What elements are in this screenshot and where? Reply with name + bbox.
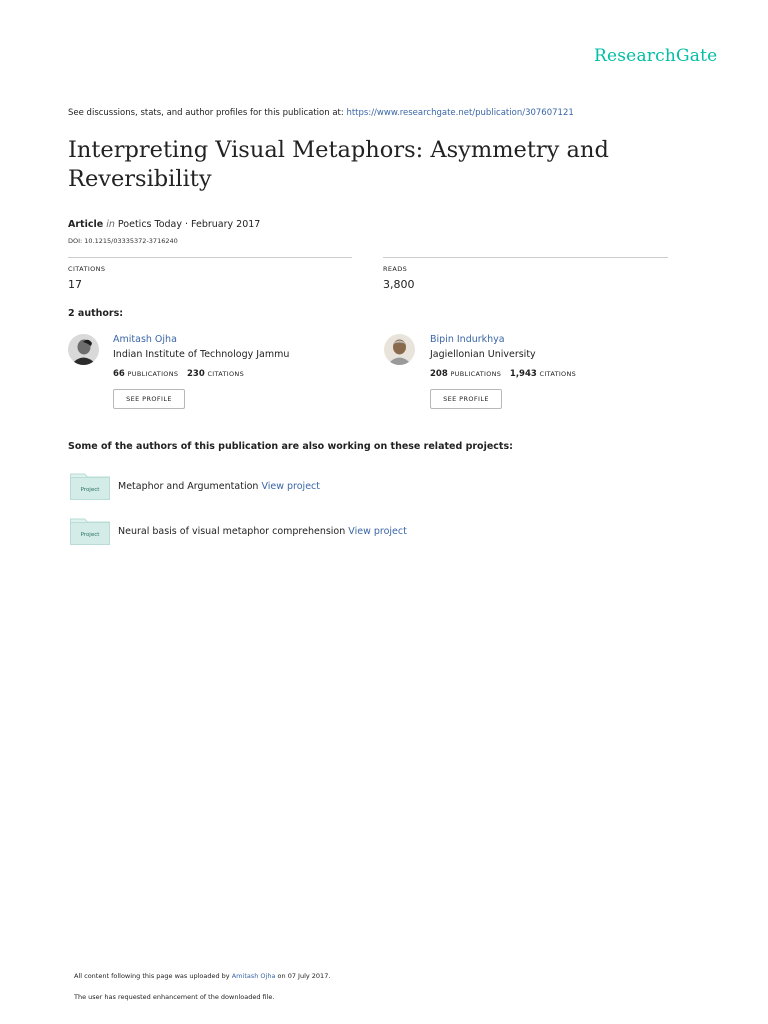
publication-venue[interactable]: Poetics Today · February 2017 [117, 219, 261, 230]
authors-heading: 2 authors: [68, 308, 124, 319]
author-institution-link[interactable]: Indian Institute of Technology Jammu [113, 349, 290, 360]
discussion-prefix: See discussions, stats, and author profiles for this publication at: [68, 108, 344, 118]
publications-count: 66 [113, 369, 125, 379]
reads-count: 3,800 [383, 278, 415, 291]
publications-label: PUBLICATIONS [127, 370, 179, 378]
author-citations-label: CITATIONS [207, 370, 245, 378]
author-name-link[interactable]: Bipin Indurkhya [430, 334, 505, 345]
view-project-link[interactable]: View project [261, 481, 320, 492]
author-citations-count: 1,943 [509, 369, 537, 379]
see-profile-button[interactable]: SEE PROFILE [430, 389, 502, 409]
in-label: in [106, 219, 115, 230]
author-citations-label: CITATIONS [539, 370, 577, 378]
enhancement-note: The user has requested enhancement of the downloaded file. [74, 993, 275, 1001]
publications-label: PUBLICATIONS [450, 370, 502, 378]
see-profile-button[interactable]: SEE PROFILE [113, 389, 185, 409]
upload-note [74, 972, 330, 980]
publication-title: Interpreting Visual Metaphors: Asymmetry and Reversibility [68, 137, 609, 192]
citations-count: 17 [68, 278, 82, 291]
project-folder-icon[interactable] [70, 472, 110, 500]
avatar-bipin-indurkhya[interactable] [384, 334, 415, 365]
author-stats [430, 369, 582, 379]
author-name-link[interactable]: Amitash Ojha [113, 334, 177, 345]
project-title: Metaphor and Argumentation [118, 481, 259, 492]
publications-count: 208 [430, 369, 448, 379]
author-institution-link[interactable]: Jagiellonian University [430, 349, 536, 360]
author-citations-count: 230 [187, 369, 205, 379]
project-icon-label: Project [80, 532, 100, 538]
reads-divider [383, 257, 668, 258]
doi[interactable]: DOI: 10.1215/03335372-3716240 [68, 237, 178, 245]
researchgate-logo[interactable]: ResearchGate [594, 46, 718, 66]
citations-divider [68, 257, 352, 258]
citations-label: CITATIONS [68, 265, 106, 273]
project-row [118, 481, 320, 492]
author-photo-icon [384, 334, 415, 365]
related-projects-heading: Some of the authors of this publication are also working on these related projects: [68, 441, 513, 452]
author-stats [113, 369, 250, 379]
project-row [118, 526, 407, 537]
project-icon-label: Project [80, 487, 100, 493]
publication-url-link[interactable]: https://www.researchgate.net/publication/307607121 [346, 108, 574, 118]
view-project-link[interactable]: View project [348, 526, 407, 537]
publication-type: Article [68, 219, 104, 230]
project-title: Neural basis of visual metaphor comprehension [118, 526, 346, 537]
author-photo-icon [68, 334, 99, 365]
publication-meta [68, 219, 260, 230]
avatar-amitash-ojha[interactable] [68, 334, 99, 365]
discussion-line [68, 108, 574, 118]
project-folder-icon[interactable] [70, 517, 110, 545]
upload-date: on 07 July 2017. [277, 972, 331, 980]
uploader-link[interactable]: Amitash Ojha [231, 972, 276, 980]
reads-label: READS [383, 265, 408, 273]
upload-prefix: All content following this page was uploaded by [74, 972, 230, 980]
